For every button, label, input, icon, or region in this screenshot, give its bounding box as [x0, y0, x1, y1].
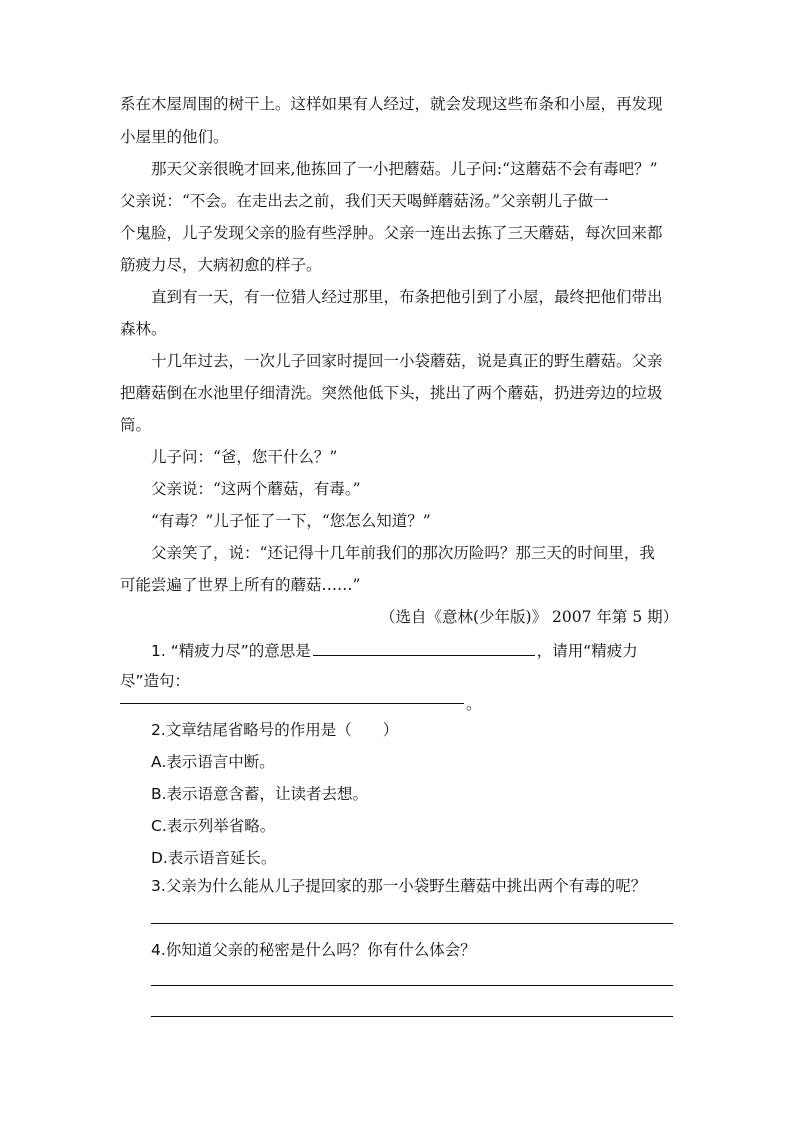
story-line: 森林。	[120, 320, 167, 338]
question-1-text: 1. “精疲力尽”的意思是	[151, 642, 311, 660]
story-line: 筒。	[120, 416, 152, 434]
answer-line-3[interactable]	[151, 923, 673, 924]
answer-blank-1b[interactable]	[120, 703, 464, 704]
question-1-text-cont: ，请用“精疲力	[536, 642, 638, 660]
story-line: 直到有一天，有一位猎人经过那里，布条把他引到了小屋，最终把他们带出	[151, 288, 663, 306]
answer-line-4a[interactable]	[151, 985, 673, 986]
option-d[interactable]: D.表示语音延长。	[151, 849, 277, 867]
story-line: 把蘑菇倒在水池里仔细清洗。突然他低下头，挑出了两个蘑菇，扔进旁边的垃圾	[120, 384, 663, 402]
story-line: 儿子问：“爸，您干什么？”	[151, 448, 338, 466]
option-a[interactable]: A.表示语言中断。	[151, 753, 275, 771]
story-line: 父亲说：“不会。在走出去之前，我们天天喝鲜蘑菇汤。”父亲朝儿子做一	[120, 192, 609, 210]
story-line: 筋疲力尽，大病初愈的样子。	[120, 256, 322, 274]
story-line: 父亲说：“这两个蘑菇，有毒。”	[151, 480, 361, 498]
story-line: 十几年过去，一次儿子回家时提回一小袋蘑菇，说是真正的野生蘑菇。父亲	[151, 352, 663, 370]
question-1-line2: 尽”造句：	[120, 672, 191, 690]
story-line: 小屋里的他们。	[120, 128, 229, 146]
question-1	[151, 639, 638, 661]
story-line: 个鬼脸，儿子发现父亲的脸有些浮肿。父亲一连出去拣了三天蘑菇，每次回来都	[120, 224, 663, 242]
option-c[interactable]: C.表示列举省略。	[151, 817, 276, 835]
story-line: 可能尝遍了世界上所有的蘑菇……”	[120, 576, 361, 594]
answer-blank-1a[interactable]	[313, 639, 535, 656]
story-line: 父亲笑了，说：“还记得十几年前我们的那次历险吗？那三天的时间里，我	[151, 544, 655, 562]
question-2: 2.文章结尾省略号的作用是（ ）	[151, 721, 399, 739]
source-citation: （选自《意林(少年版)》 2007 年第 5 期）	[380, 608, 679, 626]
period-mark: 。	[466, 695, 482, 713]
answer-line-4b[interactable]	[151, 1016, 673, 1017]
option-b[interactable]: B.表示语意含蓄，让读者去想。	[151, 785, 369, 803]
story-line: “有毒？”儿子怔了一下，“您怎么知道？”	[151, 512, 431, 530]
story-line: 那天父亲很晚才回来,他拣回了一小把蘑菇。儿子问:“这蘑菇不会有毒吧？”	[151, 160, 658, 178]
story-line: 系在木屋周围的树干上。这样如果有人经过，就会发现这些布条和小屋，再发现	[120, 95, 663, 113]
question-3: 3.父亲为什么能从儿子提回家的那一小袋野生蘑菇中挑出两个有毒的呢？	[151, 877, 647, 895]
question-4: 4.你知道父亲的秘密是什么吗？你有什么体会？	[151, 941, 476, 959]
